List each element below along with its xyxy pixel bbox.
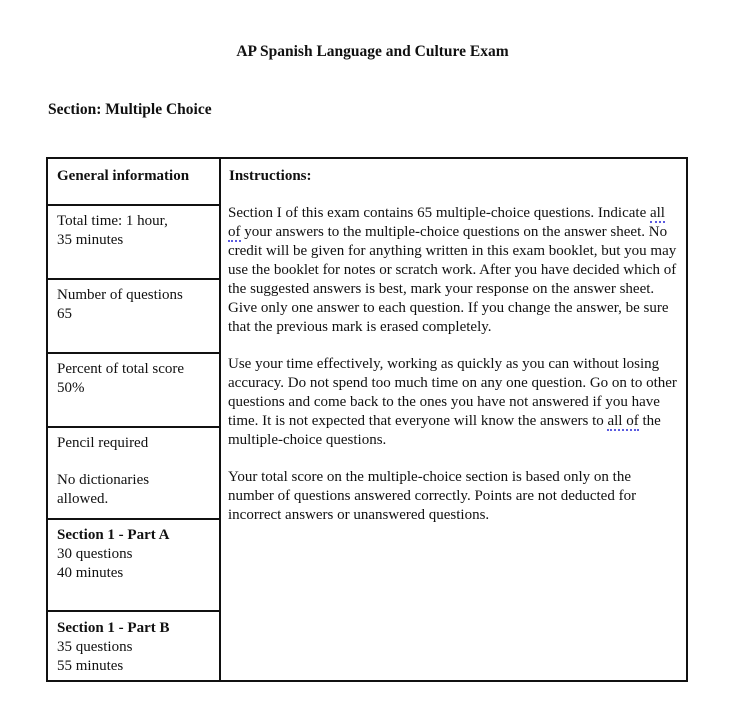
materials-cell — [47, 427, 220, 519]
part-a-minutes: 40 minutes — [57, 565, 124, 581]
instructions-paragraph-3: Your total score on the multiple-choice section is based only on the number of questions answered correctly. Points are not deducted for incorrect answers or unanswered questions. — [228, 469, 637, 523]
general-info-heading: General information — [57, 168, 190, 184]
exam-info-table — [46, 157, 688, 682]
number-of-questions-label: Number of questions — [57, 287, 183, 303]
percent-score-value: 50% — [57, 380, 85, 396]
para1-text-b: your answers to the multiple-choice questions on the answer sheet. No credit will be given for anything written in this exam booklet, but you may use the booklet for notes or scratch work. After you have decided which of the suggested answers is best, mark your response on the answer sheet. Give only one answer to each question. If you change the answer, be sure that the previous mark is erased completely. — [228, 224, 677, 335]
document-title: AP Spanish Language and Culture Exam — [236, 43, 509, 60]
no-dictionaries-line-1: No dictionaries — [57, 472, 150, 488]
para1-text-a: Section I of this exam contains 65 multiple-choice questions. Indicate — [228, 205, 650, 221]
instructions-cell — [220, 158, 687, 681]
para2-dotted-phrase: all of — [607, 413, 639, 429]
part-b-minutes: 55 minutes — [57, 658, 124, 674]
general-info-cell — [47, 158, 220, 205]
para1-dotted-phrase: all of — [228, 205, 665, 240]
para2-text-b: the multiple-choice questions. — [228, 413, 661, 448]
part-a-questions: 30 questions — [57, 546, 133, 562]
instructions-heading: Instructions: — [229, 168, 312, 184]
percent-score-cell — [47, 353, 220, 427]
instructions-paragraph-2 — [221, 355, 686, 450]
no-dictionaries-line-2: allowed. — [57, 491, 109, 507]
para2-text-a: Use your time effectively, working as quickly as you can without losing accuracy. Do not spend too much time on any one question. Go on to other questions and come back to the ones you have not answered if you have time. It is not expected that everyone will know the answers to — [228, 356, 677, 429]
pencil-required: Pencil required — [57, 435, 149, 451]
total-time-cell — [47, 205, 220, 279]
part-a-cell — [47, 519, 220, 611]
number-of-questions-value: 65 — [57, 306, 72, 322]
total-time-line-2: 35 minutes — [57, 232, 124, 248]
part-a-title: Section 1 - Part A — [57, 527, 170, 543]
part-b-cell — [47, 611, 220, 681]
total-time-line-1: Total time: 1 hour, — [57, 213, 168, 229]
part-b-title: Section 1 - Part B — [57, 620, 170, 636]
percent-score-label: Percent of total score — [57, 361, 185, 377]
number-of-questions-cell — [47, 279, 220, 353]
instructions-paragraph-1 — [221, 204, 686, 337]
section-label: Section: Multiple Choice — [48, 101, 212, 118]
part-b-questions: 35 questions — [57, 639, 133, 655]
